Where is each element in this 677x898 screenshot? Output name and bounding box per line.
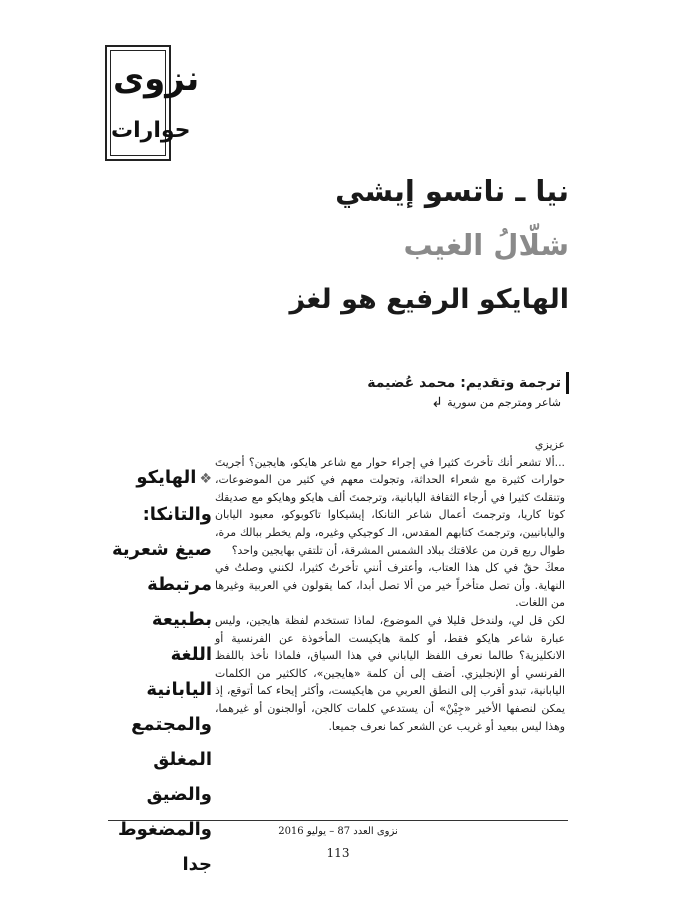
- section-label: حوارات: [111, 118, 191, 143]
- interviewee-name: نيا ـ ناتسو إيشي: [335, 174, 569, 208]
- translator-bio-text: شاعر ومترجم من سورية: [447, 396, 561, 409]
- paragraph: معكَ حقٌ في كل هذا العتاب، وأعترف أنني تأخرتُ كثيرا، لكنني وصلتُ في النهاية. وأن تصل متأخراً خير من ألا تصل أبدا، كما يقولون في العربية وغيرها من اللغات.: [215, 561, 565, 610]
- pull-quote-text: الهايكو والتانكا: صيغ شعرية مرتبطة بطبيعة اللغة اليابانية والمجتمع المغلق والضيق والمضغوط جدا: [111, 467, 212, 875]
- page-number: 113: [326, 846, 350, 860]
- diamond-bullet-icon: ❖: [199, 471, 212, 487]
- issue-info: نزوى العدد 87 – يوليو 2016: [278, 826, 398, 837]
- article-body: [215, 436, 565, 735]
- paragraph: ...ألا تشعر أنك تأخرتَ كثيرا في إجراء حوار مع شاعر هايكو، هايجين؟ أجريتَ حوارات كثيرة مع شعراء الحداثة، وتجولت معهم في كثير من الموضوعات، وتنقلتَ كثيرا في أرجاء الثقافة اليابانية، وترجمتَ ألف هايكو وهايكو مع صديقك كوتا كاريا، وترجمتَ أعمال شاعر التانكا، إيشيكاوا تاكوبوكو، معبود اليابان واليابانيين، وترجمتَ كتابهم المقدس، الـ كوجيكي وغيره، ولم يخطر ببالك مرة، طوال ربع قرن من علاقتك ببلاد الشمس المشرقة، أن تلتقي بهايجين واحد؟: [215, 455, 565, 557]
- translator-credit: [367, 372, 569, 411]
- magazine-logo: [105, 45, 200, 161]
- footer-divider: [108, 820, 568, 821]
- translator-name: ترجمة وتقديم: محمد عُضيمة: [367, 375, 561, 391]
- paragraph: عزيزي: [534, 438, 565, 451]
- translator-bio: [367, 395, 561, 411]
- title-block: [109, 170, 569, 320]
- logo-mark: نزوى: [113, 59, 200, 99]
- credit-bar: [566, 372, 569, 394]
- pull-quote: [108, 460, 212, 882]
- arrow-left-icon: ↲: [431, 395, 444, 411]
- translator-line: [367, 372, 569, 394]
- article-title: شلّالُ الغيب: [403, 228, 569, 262]
- article-subtitle: الهايكو الرفيع هو لغز: [289, 284, 569, 315]
- paragraph: لكن قل لي، ولندخل قليلا في الموضوع، لماذا تستخدم لفظة هايجين، وليس عبارة شاعر هايكو فقط، أو كلمة هايكيست المأخوذة عن الفرنسية أو الانكليزية؟ طالما نعرف اللفظ الياباني في هذا السياق، فلماذا نأخذ باللفظ الفرنسي أو الإنجليزي. أضف إلى أن كلمة «هايجين»، كالكثير من الكلمات اليابانية، تبدو أقرب إلى النطق العربي من هايكيست، وأكثر إيحاء كما أتوقع، إذ يمكن لنصفها الأخير «جِيْنْ» أن يستدعي كلمات كالجن، أوالجنون أو غيرهما، وهذا ليس ببعيد أو غريب عن الشعر كما نعرف جميعا.: [215, 613, 565, 733]
